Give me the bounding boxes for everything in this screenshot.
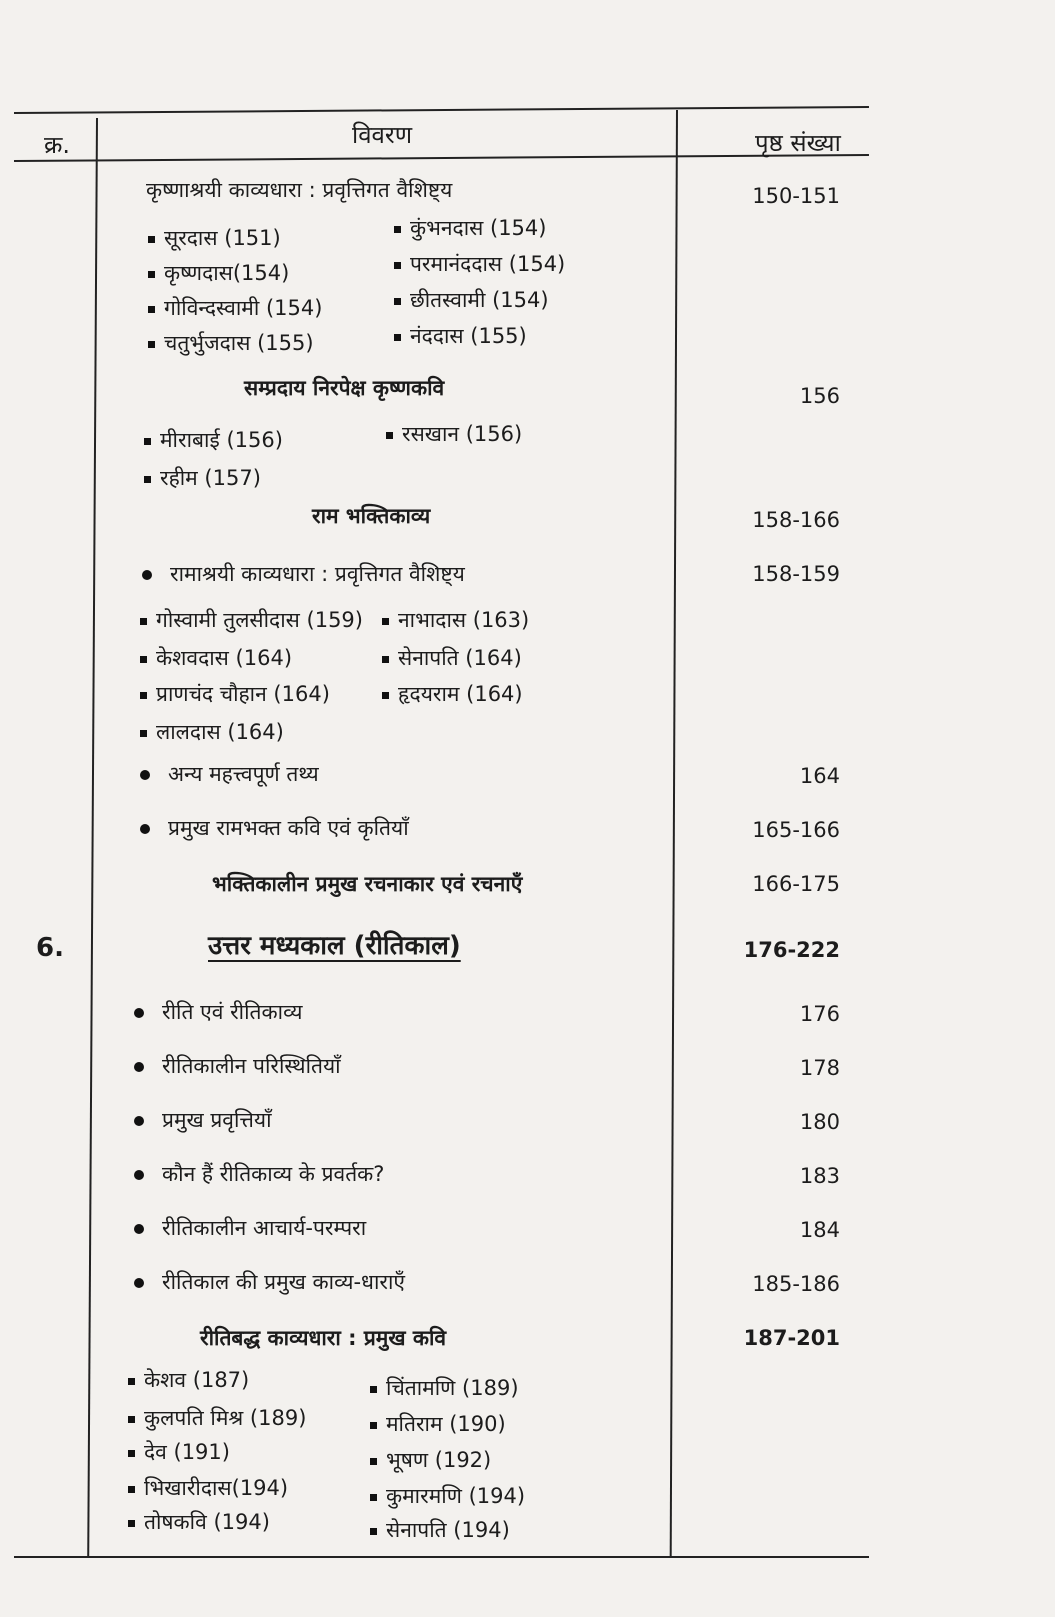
list-item: परमानंददास (154): [394, 250, 565, 278]
list-item: सूरदास (151): [148, 224, 281, 252]
list-item: गोविन्दस्वामी (154): [148, 294, 322, 322]
list-item: सेनापति (164): [382, 644, 522, 672]
entry-page: 184: [799, 1218, 840, 1242]
list-item: कुलपति मिश्र (189): [128, 1404, 306, 1432]
list-item: गोस्वामी तुलसीदास (159): [140, 606, 363, 634]
header-page-number: पृष्ठ संख्या: [755, 129, 841, 157]
header-description: विवरण: [352, 121, 413, 149]
sn-column-divider: [87, 118, 98, 1556]
bullet-entry: रीति एवं रीतिकाव्य: [134, 998, 302, 1026]
bullet-entry: रीतिकालीन परिस्थितियाँ: [134, 1052, 341, 1080]
entry-page: 183: [799, 1164, 840, 1188]
list-item: छीतस्वामी (154): [394, 286, 549, 314]
list-item: नंददास (155): [394, 322, 527, 350]
list-item: कृष्णदास(154): [148, 259, 289, 287]
bullet-entry: रीतिकाल की प्रमुख काव्य-धाराएँ: [134, 1268, 405, 1296]
list-item: तोषकवि (194): [128, 1508, 270, 1536]
bullet-entry: रामाश्रयी काव्यधारा : प्रवृत्तिगत वैशिष्ट्य: [142, 560, 465, 588]
section-heading: भक्तिकालीन प्रमुख रचनाकार एवं रचनाएँ: [212, 872, 523, 896]
entry-page: 164: [799, 764, 840, 788]
list-item: कुंभनदास (154): [394, 214, 546, 242]
chapter-page: 176-222: [743, 938, 840, 962]
header-sn: क्र.: [44, 131, 71, 159]
list-item: कुमारमणि (194): [370, 1482, 525, 1510]
list-item: मीराबाई (156): [144, 426, 283, 454]
list-item: चतुर्भुजदास (155): [148, 329, 314, 357]
bullet-entry: कौन हैं रीतिकाव्य के प्रवर्तक?: [134, 1160, 384, 1188]
entry-page: 158-166: [752, 508, 840, 532]
page-column-divider: [670, 110, 678, 1556]
entry-page: 165-166: [752, 818, 840, 842]
chapter-number: 6.: [36, 933, 64, 963]
list-item: प्राणचंद चौहान (164): [140, 680, 330, 708]
list-item: मतिराम (190): [370, 1410, 506, 1438]
table-bottom-border: [14, 1556, 869, 1558]
section-heading: रीतिबद्ध काव्यधारा : प्रमुख कवि: [200, 1326, 447, 1350]
bullet-entry: प्रमुख प्रवृत्तियाँ: [134, 1106, 272, 1134]
list-item: देव (191): [128, 1438, 230, 1466]
list-item: हृदयराम (164): [382, 680, 523, 708]
list-item: सेनापति (194): [370, 1516, 510, 1544]
list-item: रहीम (157): [144, 464, 261, 492]
entry-page: 166-175: [752, 872, 840, 896]
bullet-entry: अन्य महत्त्वपूर्ण तथ्य: [140, 760, 319, 788]
bullet-entry: रीतिकालीन आचार्य-परम्परा: [134, 1214, 366, 1242]
header-bottom-border: [14, 154, 869, 162]
entry-heading: कृष्णाश्रयी काव्यधारा : प्रवृत्तिगत वैशिष्ट्य: [146, 178, 453, 202]
list-item: भिखारीदास(194): [128, 1474, 288, 1502]
table-top-border: [14, 106, 869, 114]
list-item: रसखान (156): [386, 420, 522, 448]
bullet-entry: प्रमुख रामभक्त कवि एवं कृतियाँ: [140, 814, 409, 842]
list-item: केशव (187): [128, 1366, 249, 1394]
section-heading: सम्प्रदाय निरपेक्ष कृष्णकवि: [244, 376, 445, 400]
entry-page: 178: [799, 1056, 840, 1080]
entry-page: 158-159: [752, 562, 840, 586]
list-item: केशवदास (164): [140, 644, 292, 672]
section-heading: राम भक्तिकाव्य: [312, 504, 431, 528]
list-item: लालदास (164): [140, 718, 284, 746]
entry-page: 176: [799, 1002, 840, 1026]
entry-page: 156: [799, 384, 840, 408]
entry-page: 150-151: [752, 184, 840, 208]
chapter-title: उत्तर मध्यकाल (रीतिकाल): [208, 931, 461, 961]
entry-page: 187-201: [743, 1326, 840, 1350]
list-item: चिंतामणि (189): [370, 1374, 519, 1402]
list-item: नाभादास (163): [382, 606, 529, 634]
entry-page: 180: [799, 1110, 840, 1134]
entry-page: 185-186: [752, 1272, 840, 1296]
list-item: भूषण (192): [370, 1446, 491, 1474]
